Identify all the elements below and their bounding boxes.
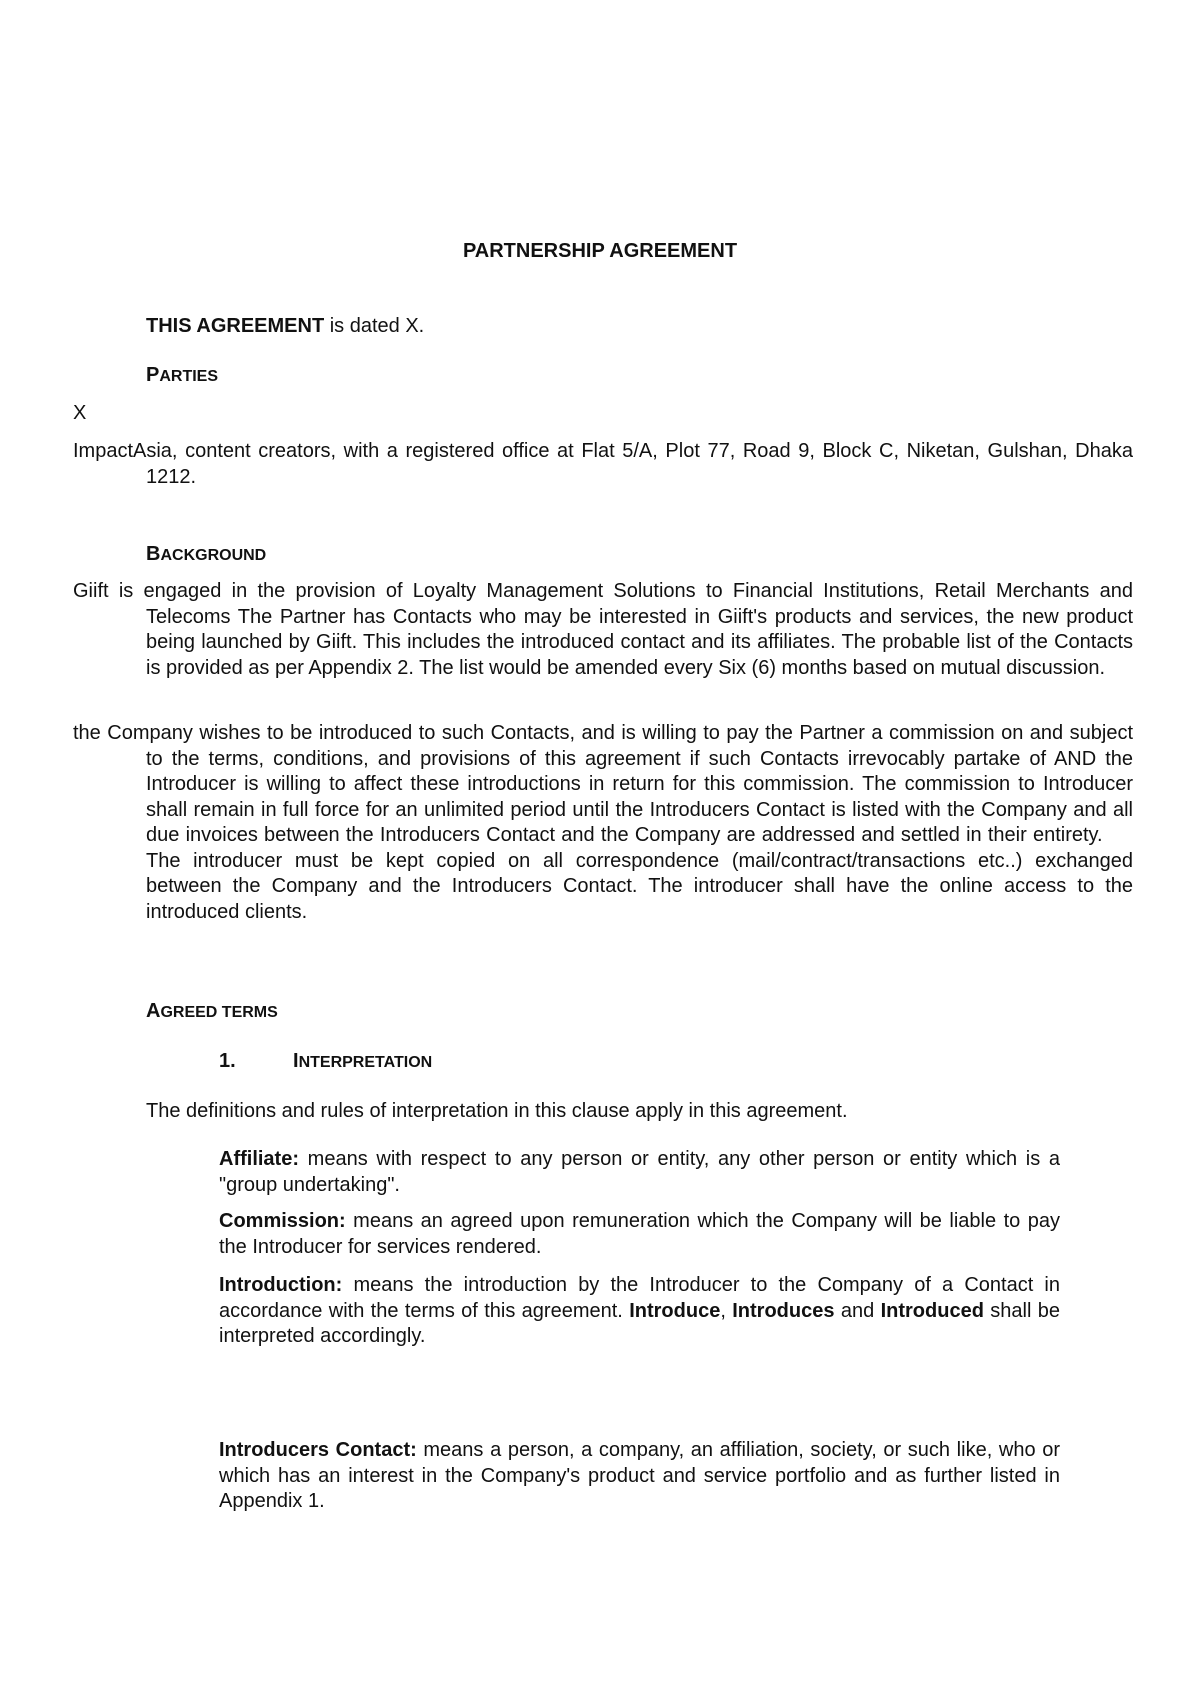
agreed-terms-heading: AGREED TERMS (146, 1000, 278, 1022)
introduced-term: Introduced (880, 1299, 984, 1322)
parties-heading: PARTIES (146, 364, 219, 386)
background-heading: BACKGROUND (146, 543, 267, 565)
section-1-heading: INTERPRETATION (293, 1050, 433, 1072)
intro-bold: THIS AGREEMENT (146, 315, 325, 337)
definition-affiliate (219, 1147, 1060, 1198)
definition-term: Introduction: (219, 1274, 343, 1296)
intro-rest: is dated X. (324, 315, 425, 337)
introduce-term: Introduce (629, 1299, 721, 1322)
definition-text: means the introduction by the Introducer to the Company of a Contact in accordance with the terms of this agreement. (219, 1274, 1060, 1322)
background-paragraph-giift: Giift is engaged in the provision of Loyalty Management Solutions to Financial Institutions, Retail Merchants and Telecoms The Partner has Contacts who may be interested in Giift's products and services, the new product being launched by Giift. This includes the introduced contact and its affiliates. The probable list of the Contacts is provided as per Appendix 2. The list would be amended every Six (6) months based on mutual discussion. (73, 580, 1133, 679)
interpretation-intro: The definitions and rules of interpretation in this clause apply in this agreement. (146, 1100, 848, 1122)
section-1-number: 1. (219, 1050, 236, 1072)
party-x: X (73, 402, 87, 424)
definition-text: means an agreed upon remuneration which the Company will be liable to pay the Introducer for services rendered. (219, 1210, 1060, 1258)
definition-introduction: Introduction: means the introduction by the Introducer to the Company of a Contact in accordance with the terms of this agreement. Introduce, Introduces and Introduced shall be interpreted accordingly. (219, 1274, 1061, 1347)
document-title: PARTNERSHIP AGREEMENT (462, 240, 738, 262)
definition-text: means a person, a company, an affiliation, society, or such like, who or which has an interest in the Company's product and service portfolio and as further listed in Appendix 1. (219, 1439, 1060, 1512)
party-impactasia: ImpactAsia, content creators, with a registered office at Flat 5/A, Plot 77, Road 9, Block C, Niketan, Gulshan, Dhaka 1212. (73, 440, 1133, 488)
definition-introducers-contact (219, 1438, 1060, 1515)
definition-term: Introducers Contact: (219, 1439, 417, 1461)
definition-text: means with respect to any person or entity, any other person or entity which is a "group undertaking". (219, 1148, 1060, 1196)
definition-term: Affiliate: (219, 1148, 299, 1170)
agreement-intro (146, 314, 1046, 340)
background-paragraph-company: the Company wishes to be introduced to such Contacts, and is willing to pay the Partner a commission on and subject to the terms, conditions, and provisions of this agreement if such Contacts irrevocably partake of AND the Introducer is willing to affect these introductions in return for this commission. The commission to Introducer shall remain in full force for an unlimited period until the Introducers Contact is listed with the Company and all due invoices between the Introducers Contact and the Company are addressed and settled in their entirety. The introducer must be kept copied on all correspondence (mail/contract/transactions etc..) exchanged between the Company and the Introducers Contact. The introducer shall have the online access to the introduced clients. (73, 722, 1133, 923)
definition-commission (219, 1209, 1060, 1260)
introduces-term: Introduces (732, 1299, 835, 1322)
definition-term: Commission: (219, 1210, 346, 1232)
